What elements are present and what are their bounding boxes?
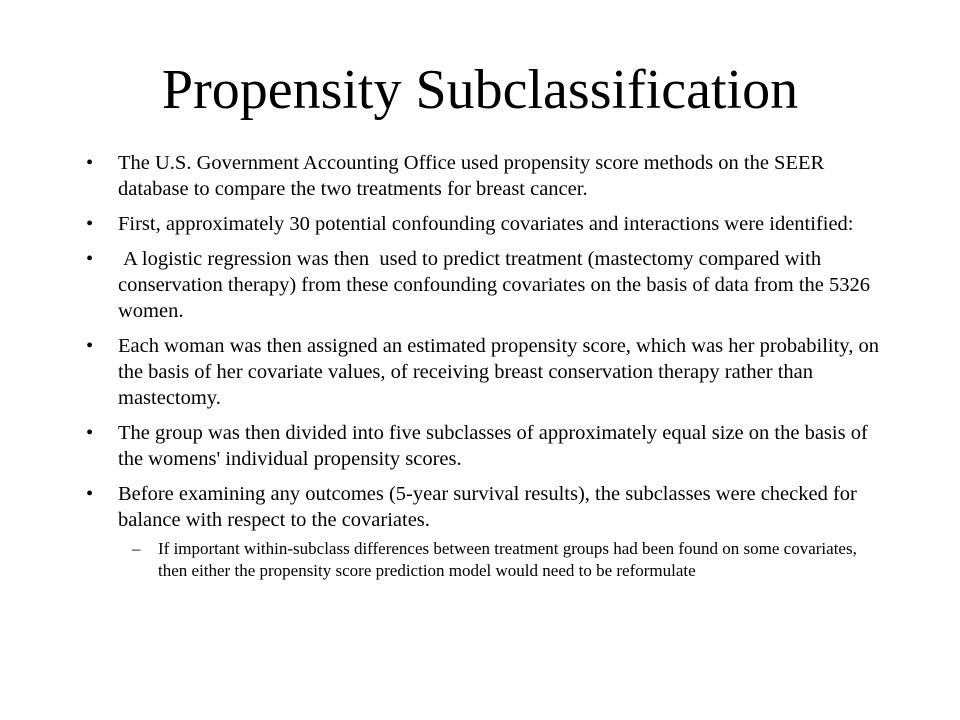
bullet-text: The group was then divided into five subclasses of approximately equal size on the basis of the womens' individual propensity scores. — [118, 422, 868, 470]
bullet-item-5 — [80, 420, 880, 472]
bullet-item-4 — [80, 333, 880, 411]
sub-bullet-item — [80, 538, 880, 581]
bullet-item-1 — [80, 150, 880, 202]
slide-title: Propensity Subclassification — [161, 59, 799, 121]
bullet-marker: • — [86, 248, 94, 270]
bullet-text: First, approximately 30 potential confounding covariates and interactions were identified: — [118, 213, 854, 235]
sub-bullet-marker: – — [132, 539, 141, 558]
bullet-text: Each woman was then assigned an estimated propensity score, which was her probability, on the basis of her covariate values, of receiving breast conservation therapy rather than mastectomy. — [118, 335, 879, 409]
bullet-marker: • — [86, 483, 94, 505]
bullet-item-3 — [80, 246, 880, 324]
sub-bullet-text: If important within-subclass differences between treatment groups had been found on some covariates, then either the propensity score prediction model would need to be reformulate — [158, 539, 857, 580]
bullet-marker: • — [86, 213, 94, 235]
bullet-text: A logistic regression was then used to predict treatment (mastectomy compared with conservation therapy) from these confounding covariates on the basis of data from the 5326 women. — [118, 248, 876, 322]
bullet-marker: • — [86, 152, 94, 174]
bullet-text: The U.S. Government Accounting Office used propensity score methods on the SEER database to compare the two treatments for breast cancer. — [118, 152, 825, 200]
bullet-text: Before examining any outcomes (5-year survival results), the subclasses were checked for balance with respect to the covariates. — [118, 483, 857, 531]
bullet-list — [80, 150, 880, 581]
bullet-item-2 — [80, 211, 880, 237]
bullet-marker: • — [86, 422, 94, 444]
bullet-marker: • — [86, 335, 94, 357]
bullet-item-6 — [80, 481, 880, 533]
